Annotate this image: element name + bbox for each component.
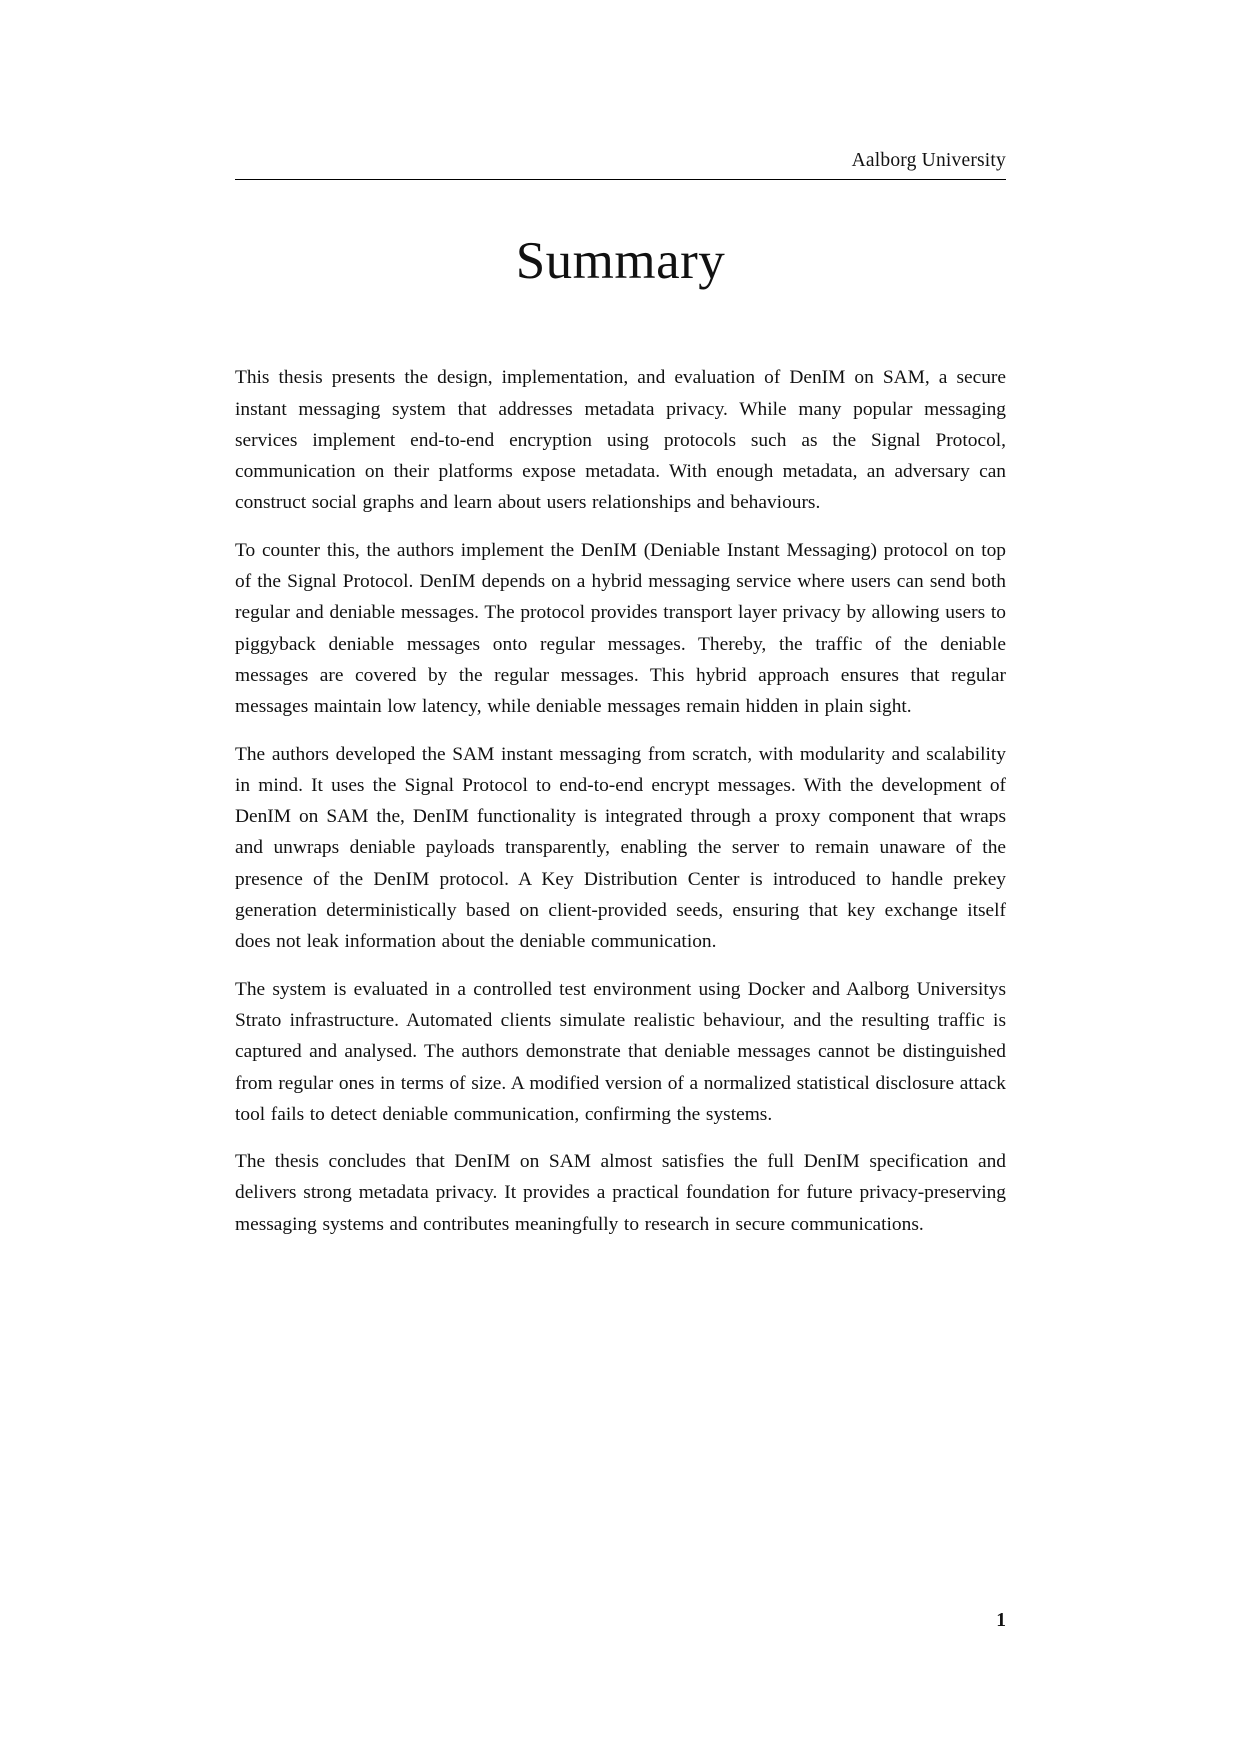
paragraph: To counter this, the authors implement the DenIM (Deniable Instant Messaging) protocol on top of the Signal Protocol. DenIM depends on a hybrid messaging service where users can send both regular and deniable messages. The protocol provides transport layer privacy by allowing users to piggyback deniable messages onto regular messages. Thereby, the traffic of the deniable messages are covered by the regular messages. This hybrid approach ensures that regular messages maintain low latency, while deniable messages remain hidden in plain sight. <box>235 539 1006 718</box>
running-head: Aalborg University <box>851 150 1006 171</box>
page-number: 1 <box>996 1610 1006 1631</box>
header-rule <box>235 179 1006 180</box>
paragraph: The system is evaluated in a controlled test environment using Docker and Aalborg Universitys Strato infrastructure. Automated clients simulate realistic behaviour, and the resulting traffic is captured and analysed. The authors demonstrate that deniable messages cannot be distinguished from regular ones in terms of size. A modified version of a normalized statistical disclosure attack tool fails to detect deniable communication, confirming the systems. <box>235 978 1006 1125</box>
summary-body <box>235 362 1006 1240</box>
paragraph: This thesis presents the design, implementation, and evaluation of DenIM on SAM, a secure instant messaging system that addresses metadata privacy. While many popular messaging services implement end-to-end encryption using protocols such as the Signal Protocol, communication on their platforms expose metadata. With enough metadata, an adversary can construct social graphs and learn about users relationships and behaviours. <box>235 367 1006 514</box>
page-title: Summary <box>515 232 726 290</box>
paragraph: The authors developed the SAM instant messaging from scratch, with modularity and scalability in mind. It uses the Signal Protocol to end-to-end encrypt messages. With the development of DenIM on SAM the, DenIM functionality is integrated through a proxy component that wraps and unwraps deniable payloads transparently, enabling the server to remain unaware of the presence of the DenIM protocol. A Key Distribution Center is introduced to handle prekey generation deterministically based on client-provided seeds, ensuring that key exchange itself does not leak information about the deniable communication. <box>235 743 1006 953</box>
page-content <box>235 150 1006 1240</box>
paragraph: The thesis concludes that DenIM on SAM almost satisfies the full DenIM specification and delivers strong metadata privacy. It provides a practical foundation for future privacy-preserving messaging systems and contributes meaningfully to research in secure communications. <box>235 1151 1006 1235</box>
